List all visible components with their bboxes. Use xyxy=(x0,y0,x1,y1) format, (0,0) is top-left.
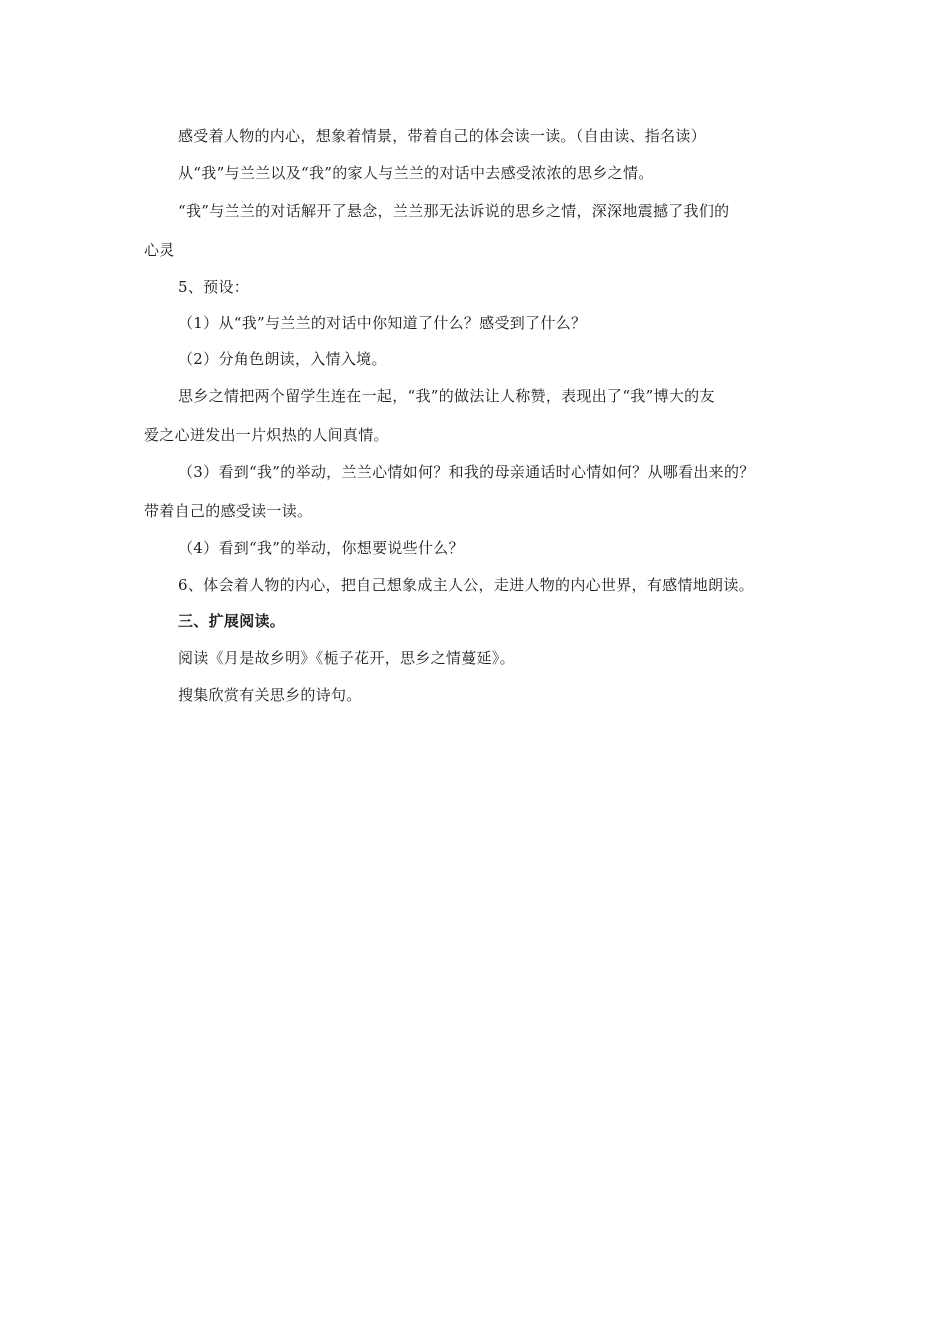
paragraph-suspense-line1: “我”与兰兰的对话解开了悬念，兰兰那无法诉说的思乡之情，深深地震撼了我们的 xyxy=(178,202,730,220)
question-2: （2）分角色朗读，入情入境。 xyxy=(178,350,387,368)
paragraph-suspense-line2: 心灵 xyxy=(144,241,175,259)
paragraph-homesick-line1: 思乡之情把两个留学生连在一起，“我”的做法让人称赞，表现出了“我”博大的友 xyxy=(178,387,715,405)
section-extended-reading-heading: 三、扩展阅读。 xyxy=(178,612,286,630)
question-1: （1）从“我”与兰兰的对话中你知道了什么？感受到了什么？ xyxy=(178,314,587,332)
section-preset-heading: 5、预设： xyxy=(178,278,250,296)
question-4: （4）看到“我”的举动，你想要说些什么？ xyxy=(178,539,464,557)
question-3-line1: （3）看到“我”的举动，兰兰心情如何？和我的母亲通话时心情如何？从哪看出来的？ xyxy=(178,463,755,481)
step-6: 6、体会着人物的内心，把自己想象成主人公，走进人物的内心世界，有感情地朗读。 xyxy=(178,576,754,594)
poem-collection: 搜集欣赏有关思乡的诗句。 xyxy=(178,686,362,704)
paragraph-homesick-line2: 爱之心迸发出一片炽热的人间真情。 xyxy=(144,426,389,444)
question-3-line2: 带着自己的感受读一读。 xyxy=(144,502,313,520)
paragraph-dialogue-feeling: 从“我”与兰兰以及“我”的家人与兰兰的对话中去感受浓浓的思乡之情。 xyxy=(178,164,654,182)
paragraph-reading-instruction: 感受着人物的内心，想象着情景，带着自己的体会读一读。（自由读、指名读） xyxy=(178,127,707,145)
reading-list: 阅读《月是故乡明》《栀子花开，思乡之情蔓延》。 xyxy=(178,649,515,667)
